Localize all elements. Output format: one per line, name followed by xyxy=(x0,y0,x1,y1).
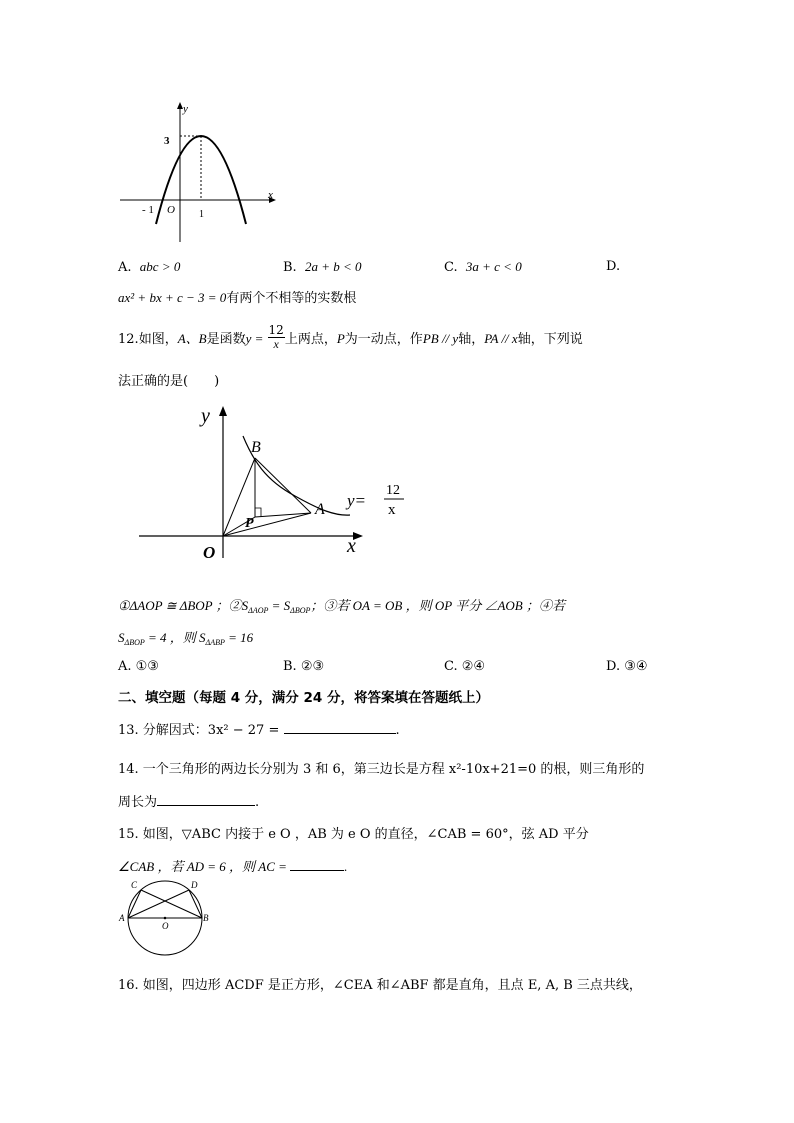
x-axis-label: x xyxy=(268,189,273,201)
q12-stem: 12.如图，A、B是函数y = $\frac{12}{x}$ 上两点，P为一动点，作PB // y轴，PA // x轴，下列说 xyxy=(118,323,583,351)
parabola-figure xyxy=(112,100,282,246)
point-b-label: B xyxy=(251,439,261,456)
tick-3-label: 3 xyxy=(164,135,170,147)
circle-center-o: O xyxy=(162,921,169,931)
tick-1-label: 1 xyxy=(199,209,204,220)
q14-line1: 14. 一个三角形的两边长分别为 3 和 6，第三边长是方程 x²-10x+21=0 的根，则三角形的 xyxy=(118,762,645,777)
x-axis-label-2: x xyxy=(347,535,356,557)
q13: 13. 分解因式：3x² − 27 = . xyxy=(118,723,400,738)
q12-option-a: A. ①③ xyxy=(118,659,159,674)
q11-option-a: A. abc > 0 xyxy=(118,259,181,275)
circle-figure xyxy=(115,876,215,961)
q12-option-b: B. ②③ xyxy=(283,659,325,674)
point-p-label: P xyxy=(245,516,254,531)
origin-label: O xyxy=(167,204,175,216)
q14-line2: 周长为 . xyxy=(118,795,260,810)
circle-point-a: A xyxy=(119,913,125,923)
q11-option-c: C. 3a + c < 0 xyxy=(444,259,522,275)
q15-line2: ∠CAB ，若 AD = 6 ，则 AC = . xyxy=(118,859,348,874)
q11-option-d-letter: D. xyxy=(606,259,621,274)
q12-statements-line2: $S_{\Delta BOP} = 4$ ，则 $S_{\Delta ABP} = 16$ xyxy=(118,630,254,647)
q15-line1: 15. 如图，▽ABC 内接于 e O ，AB 为 e O 的直径，∠CAB = 60°，弦 AD 平分 xyxy=(118,827,589,842)
q12-stem-line2: 法正确的是( ) xyxy=(118,374,220,389)
q15-blank[interactable] xyxy=(290,858,344,871)
point-a-label: A xyxy=(315,501,325,518)
tick-neg1-label: - 1 xyxy=(142,204,154,216)
hyperbola-figure xyxy=(135,400,425,565)
q11-option-d-text: ax² + bx + c − 3 = 0有两个不相等的实数根 xyxy=(118,290,357,306)
y-axis-label: y xyxy=(183,103,188,115)
circle-point-c: C xyxy=(131,880,138,890)
function-numerator: 12 xyxy=(386,483,400,498)
q14-blank[interactable] xyxy=(157,793,255,806)
y-axis-label-2: y xyxy=(201,405,210,427)
circle-point-d: D xyxy=(191,880,198,890)
q12-option-c: C. ②④ xyxy=(444,659,486,674)
q12-option-d: D. ③④ xyxy=(606,659,648,674)
circle-point-b: B xyxy=(203,913,209,923)
origin-label-2: O xyxy=(203,543,216,562)
function-denominator: x xyxy=(388,502,396,518)
function-label: y= xyxy=(347,491,367,510)
q16: 16. 如图，四边形 ACDF 是正方形，∠CEA 和∠ABF 都是直角，且点 E, A, B 三点共线， xyxy=(118,978,642,993)
q13-blank[interactable] xyxy=(284,721,396,734)
q12-statements-line1: ①ΔAOP ≅ ΔBOP ；$②S_{\Delta AOP} = S_{\Delta BOP}$；③若 OA = OB ，则 OP 平分 ∠AOB ；④若 xyxy=(118,598,565,615)
section-heading: 二、填空题（每题 4 分，满分 24 分，将答案填在答题纸上） xyxy=(118,690,489,706)
q11-option-b: B. 2a + b < 0 xyxy=(283,259,362,275)
